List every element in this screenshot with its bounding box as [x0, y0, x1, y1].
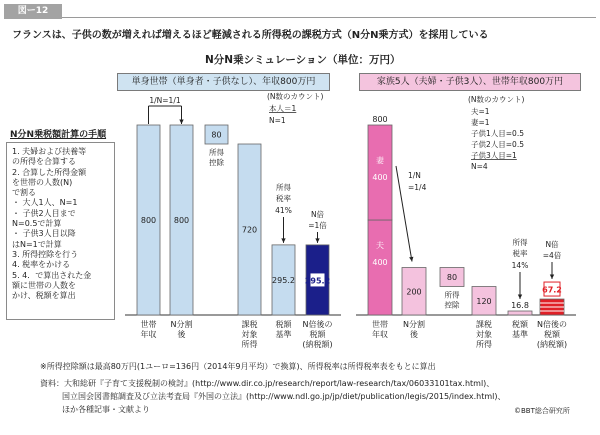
right-split-arrow-head: [409, 257, 413, 262]
step-line: を世帯の人数(N): [12, 177, 73, 187]
step-line: ・ 大人1人、N=1: [12, 198, 78, 208]
left-value-label: 295.2: [272, 275, 295, 285]
left-multiply-arrow-head: [315, 238, 319, 243]
right-multiply-label: =4倍: [542, 251, 562, 260]
right-category-label: 基準: [512, 330, 528, 339]
right-value-label: 800: [372, 115, 388, 124]
right-count-line: 子供2人目=0.5: [471, 140, 524, 149]
left-value-label: 80: [211, 130, 222, 140]
step-line: 4. 税率をかける: [12, 260, 71, 270]
left-category-label: 課税: [241, 320, 258, 329]
right-stack-label: 妻: [376, 156, 384, 165]
right-multiply-arrow-head: [550, 275, 554, 280]
source-line: ほか各種記事・文献より: [62, 405, 150, 414]
left-multiply-label: =1倍: [308, 221, 327, 230]
step-line: で割る: [12, 188, 36, 198]
left-count-title: (N数のカウント): [267, 92, 324, 101]
right-rate-label: 税率: [512, 249, 528, 258]
left-value-label: 720: [241, 225, 258, 235]
left-value-label: 800: [173, 216, 190, 225]
right-category-label: 所得: [476, 340, 492, 349]
right-count-line: N=4: [471, 162, 488, 171]
right-category-label: 対象: [476, 330, 492, 339]
left-split-label: 1/N=1/1: [149, 96, 181, 105]
source-line: 国立国会図書館調査及び立法考査局『外国の立法』(http://www.ndl.go.jp/jp/diet/publication/legis/2015/index.html)、: [62, 392, 506, 401]
left-rate-label: 税率: [276, 194, 291, 203]
step-line: はN=1で計算: [12, 239, 62, 249]
step-line: の所得を合算する: [12, 157, 76, 167]
headline: フランスは、子供の数が増えれば増えるほど軽減される所得税の課税方式（N分N乗方式）を採用している: [12, 30, 489, 41]
left-category-label: (納税額): [302, 340, 333, 349]
right-count-line: 妻=1: [471, 118, 490, 127]
right-split-arrow: [396, 166, 412, 262]
step-line: ・ 子供2人目まで: [12, 208, 76, 218]
step-line: 5. 4．で算出された金: [12, 270, 92, 280]
right-deduction-label: 控除: [444, 300, 460, 310]
figure-tag: 図ー12: [4, 4, 62, 19]
right-value-label: 67.2: [542, 285, 562, 295]
right-multiply-label: N倍: [545, 240, 559, 249]
left-category-label: 所得: [241, 340, 258, 349]
left-category-label: N分割: [170, 320, 193, 329]
left-category-label: 世帯: [140, 320, 157, 329]
step-line: N=0.5で計算: [12, 219, 62, 229]
right-category-label: 税額: [512, 320, 528, 329]
step-line: 3. 所得控除を行う: [12, 249, 79, 259]
right-value-label: 80: [446, 273, 458, 282]
left-category-label: 年収: [140, 330, 157, 339]
left-deduction-label: 所得: [209, 148, 224, 157]
right-rate-label: 14%: [511, 261, 529, 270]
right-bar-income-husband: [368, 220, 392, 315]
left-category-label: 対象: [241, 330, 258, 339]
right-bar-tax-basis: [508, 311, 532, 315]
left-category-label: 基準: [275, 330, 292, 339]
left-category-label: N倍後の: [302, 320, 333, 329]
left-category-label: 税額: [309, 330, 326, 339]
source-line: 資料：大和総研『子育て支援税制の検討』(http://www.dir.co.jp/research/report/law-research/tax/06033101tax.html)、: [40, 379, 495, 388]
right-deduction-label: 所得: [444, 290, 460, 300]
left-rate-label: 41%: [275, 206, 292, 215]
left-category-label: 後: [177, 330, 186, 339]
right-count-line: 子供1人目=0.5: [471, 129, 524, 138]
left-split-arrow-head: [179, 119, 183, 124]
step-line: ・ 子供3人目以降: [12, 229, 76, 239]
right-split-label: =1/4: [408, 183, 427, 192]
left-rate-label: 所得: [276, 183, 291, 192]
left-count-line: N=1: [269, 116, 286, 125]
right-category-label: N倍後の: [537, 320, 567, 329]
right-count-line: 子供3人目=1: [471, 151, 517, 160]
single-household-header: 単身世帯（単身者・子供なし）、年収800万円: [117, 73, 330, 91]
family-household-header: 家族5人（夫婦・子供3人）、世帯年収800万円: [359, 73, 581, 91]
right-category-label: 後: [410, 330, 418, 339]
right-stack-label: 400: [372, 173, 388, 182]
right-value-label: 200: [406, 287, 422, 297]
right-rate-label: 所得: [512, 238, 528, 247]
right-category-label: 課税: [476, 320, 492, 329]
step-line: かけ、税額を算出: [12, 291, 76, 301]
copyright: ©BBT総合研究所: [514, 407, 570, 415]
step-line: 額に世帯の人数を: [12, 280, 76, 290]
right-category-label: (納税額): [536, 340, 568, 349]
right-value-label: 120: [476, 296, 492, 306]
right-count-line: 夫=1: [471, 107, 490, 116]
left-count-line: 本人＝1: [269, 104, 297, 113]
step-line: 1. 夫婦および扶養等: [12, 147, 87, 156]
left-value-label: 295.2: [304, 276, 331, 286]
left-rate-arrow-head: [281, 238, 285, 243]
footnote: ※所得控除額は最高80万円(1ユーロ=136円（2014年9月平均）で換算)、所得税率は所得税率表をもとに算出: [40, 362, 436, 371]
left-deduction-label: 控除: [209, 158, 224, 167]
step-line: 2. 合算した所得金額: [12, 167, 87, 177]
right-category-label: 年収: [372, 330, 388, 339]
right-split-label: 1/N: [408, 171, 421, 180]
right-count-title: (N数のカウント): [468, 95, 525, 104]
right-category-label: 世帯: [372, 320, 388, 329]
chart-title: N分N乗シミュレーション（単位：万円）: [205, 54, 401, 66]
left-value-label: 800: [140, 216, 157, 225]
right-value-label: 16.8: [511, 301, 529, 311]
right-category-label: N分割: [403, 320, 425, 329]
right-category-label: 税額: [544, 330, 560, 339]
steps-title: N分N乗税額計算の手順: [10, 130, 107, 140]
right-stack-label: 400: [372, 258, 388, 267]
left-category-label: 税額: [275, 320, 292, 329]
right-rate-arrow-head: [518, 295, 522, 300]
right-stack-label: 夫: [376, 241, 384, 250]
left-multiply-label: N倍: [310, 210, 325, 219]
